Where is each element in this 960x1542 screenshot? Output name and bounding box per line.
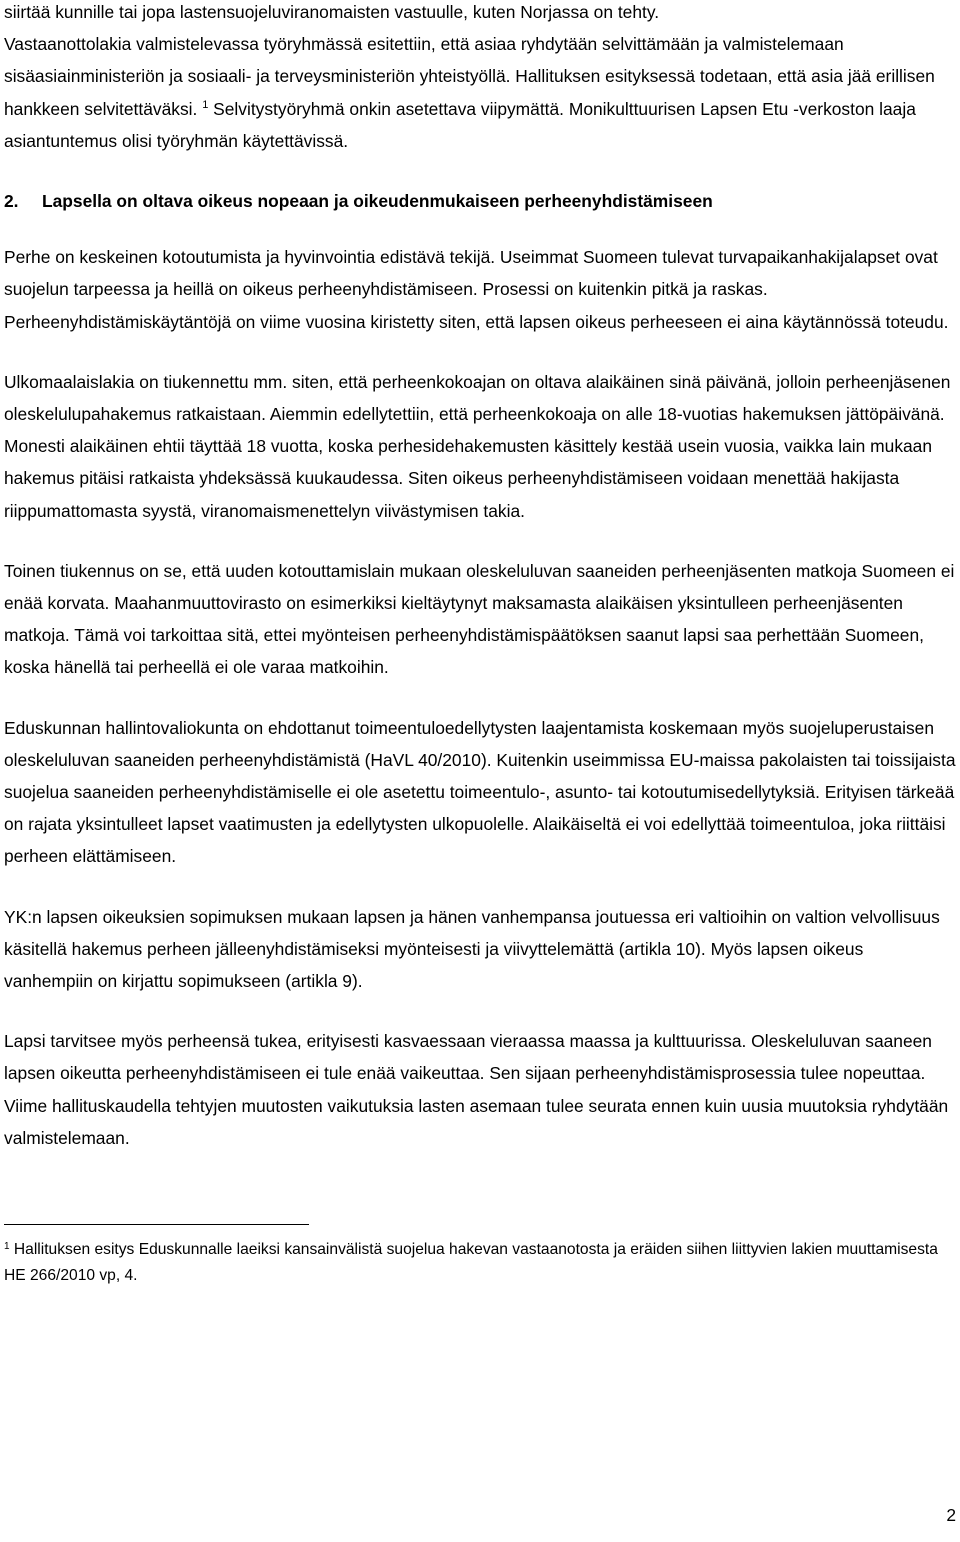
footnote-text: Hallituksen esitys Eduskunnalle laeiksi kansainvälistä suojelua hakevan vastaanotosta ja eräiden siihen liittyvien lakien muuttamisesta HE 266/2010 vp, 4. [4, 1241, 938, 1285]
section-number: 2. [4, 191, 19, 212]
section-title: Lapsella on oltava oikeus nopeaan ja oikeudenmukaiseen perheenyhdistämiseen [42, 191, 713, 212]
footnote-marker: 1 [4, 1241, 10, 1253]
body-paragraph-6: Lapsi tarvitsee myös perheensä tukea, erityisesti kasvaessaan vieraassa maassa ja kulttuurissa. Oleskeluluvan saaneen lapsen oikeutta perheenyhdistämiseen ei tule enää vaikeuttaa. Sen sijaan perheenyhdistämisprosessia tulee nopeuttaa. Viime hallituskaudella tehtyjen muutosten vaikutuksia lasten asemaan tulee seurata ennen kuin uusia muutoksia ryhdytään valmistelemaan. [4, 1031, 949, 1148]
document-page [4, 0, 956, 1289]
intro-line-1: siirtää kunnille tai jopa lastensuojeluviranomaisten vastuulle, kuten Norjassa on tehty. [4, 2, 660, 22]
body-paragraph-2: Ulkomaalaislakia on tiukennettu mm. siten, että perheenkokoajan on oltava alaikäinen sinä päivänä, jolloin perheenjäsenen oleskelulupahakemus ratkaistaan. Aiemmin edellytettiin, että perheenkokoaja on alle 18-vuotias hakemuksen jättöpäivänä. Monesti alaikäinen ehtii täyttää 18 vuotta, koska perhesidehakemusten käsittely kestää usein vuosia, vaikka lain mukaan hakemus pitäisi ratkaista yhdeksässä kuukaudessa. Siten oikeus perheenyhdistämiseen voidaan menettää hakijasta riippumattomasta syystä, viranomaismenettelyn viivästymisen takia. [4, 371, 951, 521]
footnote-divider [4, 1224, 309, 1225]
section-heading [4, 185, 956, 217]
footnote-reference: 1 [202, 98, 209, 111]
intro-text-part-3: Selvitystyöryhmä onkin asetettava viipymättä. Monikulttuurisen Lapsen Etu -verkoston laaja asiantuntemus olisi työryhmän käytettävissä. [4, 98, 916, 151]
body-paragraph-4: Eduskunnan hallintovaliokunta on ehdottanut toimeentuloedellytysten laajentamista koskemaan myös suojeluperustaisen oleskeluluvan saaneiden perheenyhdistämistä (HaVL 40/2010). Kuitenkin useimmissa EU-maissa pakolaisten tai toissijaista suojelua saaneiden perheenyhdistämiselle ei ole asetettu toimeentulo-, asunto- tai kotoutumisedellytyksiä. Erityisen tärkeää on rajata yksintulleet lapset vaatimusten ja edellytysten ulkopuolelle. Alaikäiseltä ei voi edellyttää toimeentuloa, joka riittäisi perheen elättämiseen. [4, 717, 956, 867]
page-number: 2 [946, 1505, 956, 1525]
body-paragraph-5: YK:n lapsen oikeuksien sopimuksen mukaan lapsen ja hänen vanhempansa joutuessa eri valtioihin on valtion velvollisuus käsitellä hakemus perheen jälleenyhdistämiseksi myönteisesti ja viivyttelemättä (artikla 10). Myös lapsen oikeus vanhempiin on kirjattu sopimukseen (artikla 9). [4, 906, 940, 992]
body-paragraph-3: Toinen tiukennus on se, että uuden kotouttamislain mukaan oleskeluluvan saaneiden perheenjäsenten matkoja Suomeen ei enää korvata. Maahanmuuttovirasto on esimerkiksi kieltäytynyt maksamasta alaikäisen yksintulleen perheenjäsenten matkoja. Tämä voi tarkoittaa sitä, ettei myönteisen perheenyhdistämispäätöksen saanut lapsi saa perhettään Suomeen, koska hänellä tai perheellä ei ole varaa matkoihin. [4, 560, 955, 678]
footnote [4, 1237, 956, 1289]
intro-text-part-2: Vastaanottolakia valmistelevassa työryhmässä esitettiin, että asiaa ryhdytään selvittämään ja valmistelemaan sisäasiainministeriön ja sosiaali- ja terveysministeriön yhteistyöllä. Hallituksen esityksessä todetaan, että asia jää erillisen hankkeen selvitettäväksi. [4, 34, 935, 119]
body-paragraph-1: Perhe on keskeinen kotoutumista ja hyvinvointia edistävä tekijä. Useimmat Suomeen tulevat turvapaikanhakijalapset ovat suojelun tarpeessa ja heillä on oikeus perheenyhdistämiseen. Prosessi on kuitenkin pitkä ja raskas. Perheenyhdistämiskäytäntöjä on viime vuosina kiristetty siten, että lapsen oikeus perheeseen ei aina käytännössä toteudu. [4, 247, 949, 332]
intro-paragraph [4, 0, 956, 157]
